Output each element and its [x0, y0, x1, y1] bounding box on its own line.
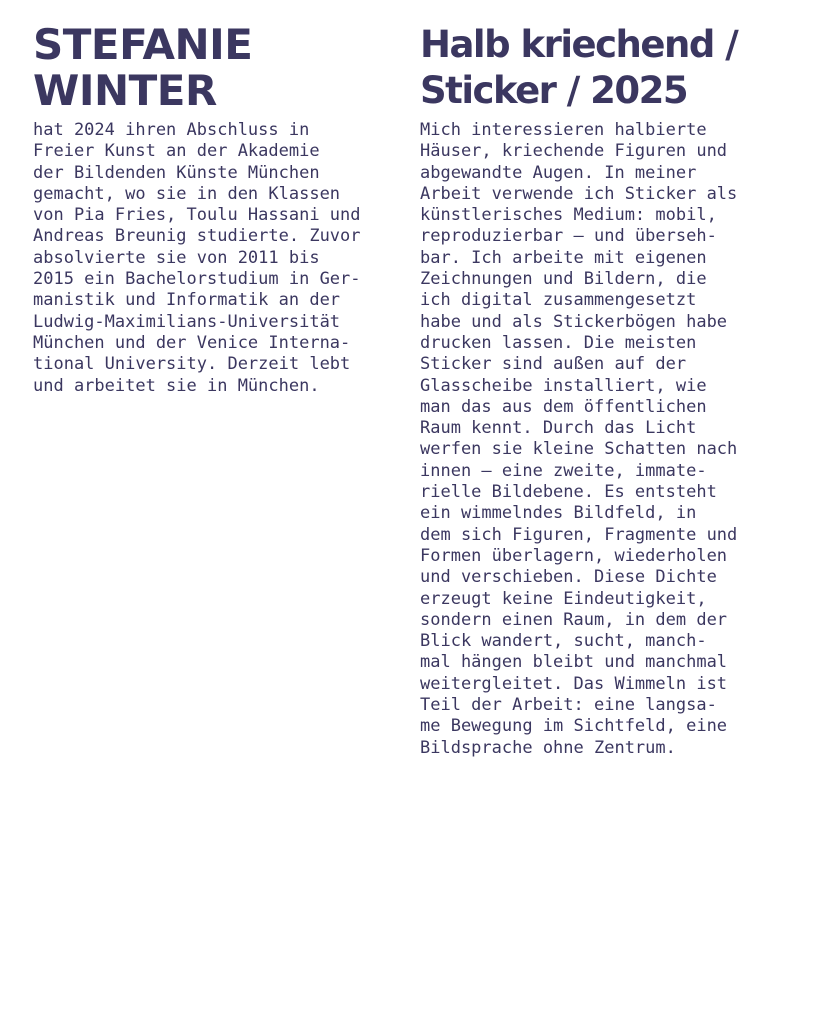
- description-line: werfen sie kleine Schatten nach: [420, 439, 738, 460]
- bio-line: manistik und Informatik an der: [33, 290, 341, 311]
- description-line: drucken lassen. Die meisten: [420, 332, 697, 353]
- artist-column: [33, 22, 403, 397]
- description-line: innen – eine zweite, immate-: [420, 460, 707, 481]
- description-line: sondern einen Raum, in dem der: [420, 609, 728, 630]
- description-line: künstlerisches Medium: mobil,: [420, 205, 717, 226]
- bio-line: der Bildenden Künste München: [33, 162, 320, 183]
- work-column: [420, 22, 812, 759]
- description-line: weitergleitet. Das Wimmeln ist: [420, 673, 728, 694]
- description-line: Glasscheibe installiert, wie: [420, 375, 707, 396]
- bio-line: 2015 ein Bachelorstudium in Ger-: [33, 269, 361, 290]
- description-line: Mich interessieren halbierte: [420, 120, 707, 140]
- description-line: Formen überlagern, wiederholen: [420, 545, 728, 566]
- description-line: dem sich Figuren, Fragmente und: [420, 524, 738, 545]
- description-line: Arbeit verwende ich Sticker als: [420, 183, 738, 204]
- artist-name-line: WINTER: [33, 66, 217, 115]
- description-line: habe und als Stickerbögen habe: [420, 311, 728, 332]
- bio-line: Andreas Breunig studierte. Zuvor: [33, 226, 361, 247]
- description-line: rielle Bildebene. Es entsteht: [420, 482, 717, 503]
- bio-line: von Pia Fries, Toulu Hassani und: [33, 205, 361, 226]
- bio-line: tional University. Derzeit lebt: [33, 354, 351, 375]
- work-title-line: Sticker / 2025: [420, 69, 688, 112]
- description-line: Zeichnungen und Bildern, die: [420, 269, 707, 290]
- bio-line: hat 2024 ihren Abschluss in: [33, 120, 310, 140]
- description-line: ich digital zusammengesetzt: [420, 290, 697, 311]
- description-line: abgewandte Augen. In meiner: [420, 162, 697, 183]
- description-line: reproduzierbar – und überseh-: [420, 226, 717, 247]
- bio-line: Freier Kunst an der Akademie: [33, 141, 320, 162]
- work-title-line: Halb kriechend /: [420, 23, 738, 66]
- description-line: bar. Ich arbeite mit eigenen: [420, 247, 707, 268]
- description-line: Blick wandert, sucht, manch-: [420, 631, 707, 652]
- description-line: und verschieben. Diese Dichte: [420, 567, 717, 588]
- description-line: Teil der Arbeit: eine langsa-: [420, 695, 717, 716]
- artist-bio: [33, 120, 403, 397]
- description-line: erzeugt keine Eindeutigkeit,: [420, 588, 707, 609]
- bio-line: gemacht, wo sie in den Klassen: [33, 183, 341, 204]
- bio-line: Ludwig-Maximilians-Universität: [33, 311, 341, 332]
- bio-line: München und der Venice Interna-: [33, 332, 351, 353]
- work-title: [420, 22, 812, 114]
- description-line: man das aus dem öffentlichen: [420, 396, 707, 417]
- description-line: Bildsprache ohne Zentrum.: [420, 737, 676, 758]
- bio-line: und arbeitet sie in München.: [33, 375, 320, 396]
- description-line: Raum kennt. Durch das Licht: [420, 418, 697, 439]
- description-line: Sticker sind außen auf der: [420, 354, 687, 375]
- work-description: [420, 120, 812, 759]
- artist-name: [33, 22, 403, 114]
- description-line: Häuser, kriechende Figuren und: [420, 141, 728, 162]
- artist-name-line: STEFANIE: [33, 20, 253, 69]
- description-line: me Bewegung im Sichtfeld, eine: [420, 716, 728, 737]
- description-line: mal hängen bleibt und manchmal: [420, 652, 728, 673]
- bio-line: absolvierte sie von 2011 bis: [33, 247, 320, 268]
- description-line: ein wimmelndes Bildfeld, in: [420, 503, 697, 524]
